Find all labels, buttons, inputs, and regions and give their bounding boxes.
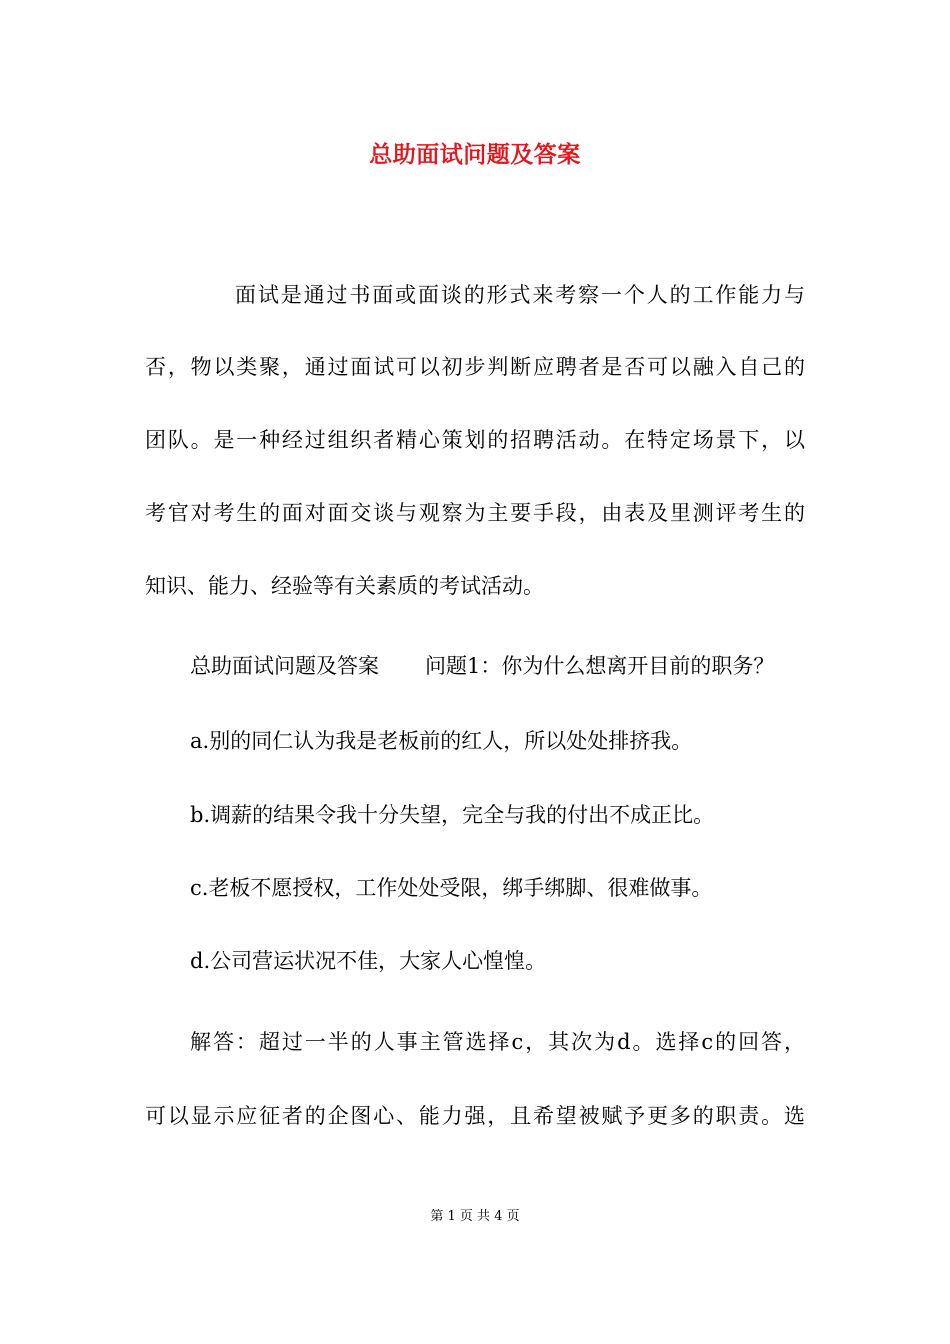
option-a: a.别的同仁认为我是老板前的红人，所以处处排挤我。 bbox=[190, 729, 693, 753]
intro-line: 面试是通过书面或面谈的形式来考察一个人的工作能力与 bbox=[235, 283, 805, 307]
option-d: d.公司营运状况不佳，大家人心惶惶。 bbox=[190, 949, 547, 973]
answer-line: 解答：超过一半的人事主管选择c，其次为d。选择c的回答， bbox=[190, 1030, 805, 1054]
section-heading: 总助面试问题及答案 bbox=[190, 654, 379, 678]
intro-line: 否，物以类聚，通过面试可以初步判断应聘者是否可以融入自己的 bbox=[145, 355, 805, 379]
option-c: c.老板不愿授权，工作处处受限，绑手绑脚、很难做事。 bbox=[190, 876, 713, 900]
page-number-footer: 第 1 页 共 4 页 bbox=[430, 1209, 520, 1224]
document-title: 总助面试问题及答案 bbox=[369, 141, 581, 168]
question-line bbox=[145, 651, 805, 681]
intro-line: 知识、能力、经验等有关素质的考试活动。 bbox=[145, 574, 544, 598]
intro-line: 考官对考生的面对面交谈与观察为主要手段，由表及里测评考生的 bbox=[145, 501, 805, 525]
option-b: b.调薪的结果令我十分失望，完全与我的付出不成正比。 bbox=[190, 803, 715, 827]
intro-line: 团队。是一种经过组织者精心策划的招聘活动。在特定场景下，以 bbox=[145, 428, 805, 452]
answer-line: 可以显示应征者的企图心、能力强，且希望被赋予更多的职责。选 bbox=[145, 1104, 805, 1128]
question-text: 问题1：你为什么想离开目前的职务？ bbox=[425, 654, 775, 678]
